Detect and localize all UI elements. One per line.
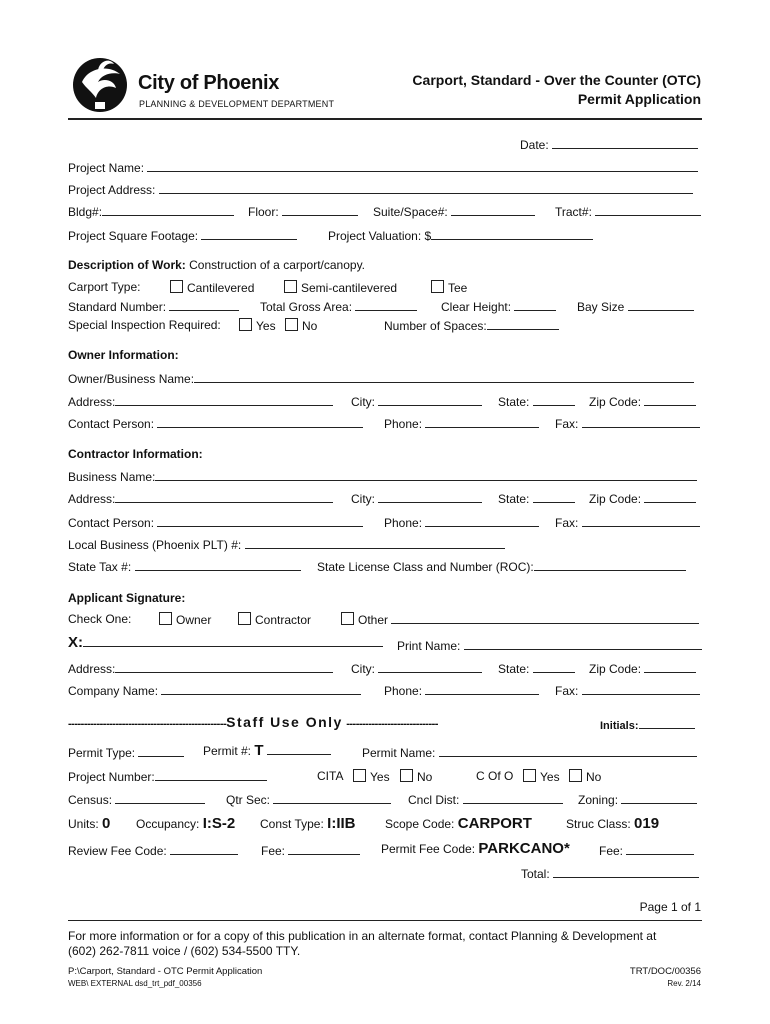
contractor-phone-field[interactable] [384, 515, 539, 530]
qtr-sec-label: Qtr Sec: [226, 793, 271, 807]
floor-field[interactable] [248, 204, 358, 219]
owner-state-label: State: [498, 395, 530, 409]
footer-doc-number: TRT/DOC/00356 [629, 966, 701, 977]
semi-cantilevered-label: Semi-cantilevered [301, 281, 398, 295]
signer-zip-field[interactable] [589, 661, 696, 676]
units-value: 0 [102, 815, 111, 832]
description-of-work [68, 258, 365, 272]
footer-path: P:\Carport, Standard - OTC Permit Application [68, 966, 263, 977]
tee-checkbox[interactable] [431, 280, 444, 293]
suite-field[interactable] [373, 204, 535, 219]
contractor-fax-field[interactable] [555, 515, 700, 530]
permit-name-field[interactable] [362, 745, 697, 760]
date-field[interactable] [520, 137, 698, 152]
contractor-name-field[interactable] [68, 469, 697, 484]
cncl-dist-field[interactable] [408, 792, 563, 807]
clear-height-label: Clear Height: [441, 300, 512, 314]
signer-phone-label: Phone: [384, 684, 423, 698]
owner-name-label: Owner/Business Name: [68, 372, 195, 386]
signer-state-field[interactable] [498, 661, 575, 676]
contractor-address-label: Address: [68, 492, 116, 506]
cita-no-label: No [417, 770, 433, 784]
signer-city-label: City: [351, 662, 375, 676]
signer-owner-option[interactable] [159, 612, 211, 627]
owner-name-field[interactable] [68, 371, 694, 386]
tract-field[interactable] [555, 204, 701, 219]
sq-footage-label: Project Square Footage: [68, 229, 199, 243]
owner-heading: Owner Information: [68, 348, 179, 362]
spaces-field[interactable] [384, 318, 559, 333]
state-tax-label: State Tax #: [68, 560, 132, 574]
cofo-yes-label: Yes [540, 770, 560, 784]
special-inspection-no[interactable] [285, 318, 317, 333]
contractor-contact-label: Contact Person: [68, 516, 155, 530]
cofo-label: C Of O [476, 769, 514, 783]
permit-fee-code-label: Permit Fee Code: [381, 842, 476, 856]
permit-number-field[interactable] [203, 742, 331, 759]
struc-class-label: Struc Class: [566, 817, 631, 831]
struc-class-value: 019 [634, 815, 660, 832]
review-fee-label: Review Fee Code: [68, 844, 167, 858]
license-field[interactable] [317, 559, 686, 574]
review-fee-field[interactable] [68, 843, 238, 858]
signer-fax-label: Fax: [555, 684, 579, 698]
project-name-label: Project Name: [68, 161, 145, 175]
cita-yes[interactable] [353, 769, 390, 784]
owner-address-label: Address: [68, 395, 116, 409]
permit-type-field[interactable] [68, 745, 184, 760]
permit-number-value: T [254, 742, 264, 759]
doc-title-line1: Carport, Standard - Over the Counter (OTC) [412, 72, 701, 88]
permit-fee-code-field [381, 840, 570, 857]
project-name-field[interactable] [68, 160, 698, 175]
signer-address-field[interactable] [68, 661, 333, 676]
contractor-city-field[interactable] [351, 491, 482, 506]
scope-code-value: CARPORT [457, 815, 532, 832]
signer-owner-checkbox[interactable] [159, 612, 172, 625]
bldg-field[interactable] [68, 204, 234, 219]
semi-cantilevered-checkbox[interactable] [284, 280, 297, 293]
owner-address-field[interactable] [68, 394, 333, 409]
special-inspection-yes[interactable] [239, 318, 276, 333]
cita-no-checkbox[interactable] [400, 769, 413, 782]
special-inspection-yes-label: Yes [256, 319, 276, 333]
contractor-fax-label: Fax: [555, 516, 579, 530]
date-label: Date: [520, 138, 549, 152]
sq-footage-field[interactable] [68, 228, 297, 243]
special-inspection-no-checkbox[interactable] [285, 318, 298, 331]
cantilevered-option[interactable] [170, 280, 254, 295]
footer-info-2: (602) 262-7811 voice / (602) 534-5500 TTY. [68, 944, 301, 958]
owner-fax-field[interactable] [555, 416, 700, 431]
tract-label: Tract#: [555, 205, 592, 219]
gross-area-label: Total Gross Area: [260, 300, 353, 314]
owner-contact-label: Contact Person: [68, 417, 155, 431]
dept-name: PLANNING & DEVELOPMENT DEPARTMENT [139, 99, 335, 109]
initials-field[interactable] [600, 717, 695, 732]
signature-heading: Applicant Signature: [68, 591, 186, 605]
occupancy-value: I:S-2 [202, 815, 236, 832]
owner-city-label: City: [351, 395, 375, 409]
units-label: Units: [68, 817, 99, 831]
fee2-label: Fee: [599, 844, 624, 858]
cncl-dist-label: Cncl Dist: [408, 793, 460, 807]
contractor-state-field[interactable] [498, 491, 575, 506]
bldg-label: Bldg#: [68, 205, 103, 219]
doc-title-line2: Permit Application [577, 91, 701, 107]
staff-use-divider [68, 714, 438, 730]
signer-city-field[interactable] [351, 661, 482, 676]
owner-fax-label: Fax: [555, 417, 579, 431]
staff-dashes-right: ----------------------------- [346, 718, 438, 730]
owner-zip-label: Zip Code: [589, 395, 642, 409]
special-inspection-label: Special Inspection Required: [68, 318, 221, 332]
standard-number-label: Standard Number: [68, 300, 167, 314]
signer-other-option[interactable] [341, 612, 699, 627]
const-type-value: I:IIB [327, 815, 356, 832]
footer-revision: Rev. 2/14 [667, 979, 701, 988]
project-number-label: Project Number: [68, 770, 155, 784]
contractor-zip-label: Zip Code: [589, 492, 642, 506]
check-one-label: Check One: [68, 612, 132, 626]
description-label: Description of Work: [68, 258, 186, 272]
signer-address-label: Address: [68, 662, 116, 676]
company-name-label: Company Name: [68, 684, 159, 698]
special-inspection-yes-checkbox[interactable] [239, 318, 252, 331]
footer-web: WEB\ EXTERNAL dsd_trt_pdf_00356 [68, 979, 202, 988]
permit-name-label: Permit Name: [362, 746, 436, 760]
tee-label: Tee [448, 281, 468, 295]
suite-label: Suite/Space#: [373, 205, 448, 219]
bay-size-label: Bay Size [577, 300, 625, 314]
contractor-phone-label: Phone: [384, 516, 423, 530]
owner-phone-label: Phone: [384, 417, 423, 431]
cita-no[interactable] [400, 769, 432, 784]
company-name-field[interactable] [68, 683, 361, 698]
city-logo [68, 52, 136, 116]
signer-state-label: State: [498, 662, 530, 676]
tee-option[interactable] [431, 280, 467, 295]
contractor-contact-field[interactable] [68, 515, 363, 530]
cofo-no-checkbox[interactable] [569, 769, 582, 782]
owner-state-field[interactable] [498, 394, 575, 409]
occupancy-label: Occupancy: [136, 817, 200, 831]
census-field[interactable] [68, 792, 205, 807]
signature-x-label: X: [68, 634, 83, 651]
semi-cantilevered-option[interactable] [284, 280, 397, 295]
print-name-field[interactable] [397, 638, 702, 653]
valuation-label: Project Valuation: $ [328, 229, 432, 243]
occupancy-field [136, 815, 235, 832]
signer-contractor-label: Contractor [255, 613, 312, 627]
floor-label: Floor: [248, 205, 279, 219]
signer-contractor-option[interactable] [238, 612, 311, 627]
initials-label: Initials: [600, 720, 639, 732]
state-tax-field[interactable] [68, 559, 301, 574]
valuation-field[interactable] [328, 228, 593, 243]
census-label: Census: [68, 793, 113, 807]
contractor-state-label: State: [498, 492, 530, 506]
cita-label: CITA [317, 769, 344, 783]
struc-class-field [566, 815, 659, 832]
signer-owner-label: Owner [176, 613, 212, 627]
cofo-yes[interactable] [523, 769, 560, 784]
spaces-label: Number of Spaces: [384, 319, 487, 333]
scope-code-label: Scope Code: [385, 817, 455, 831]
owner-city-field[interactable] [351, 394, 482, 409]
fee-label: Fee: [261, 844, 286, 858]
special-inspection-no-label: No [302, 319, 318, 333]
zoning-field[interactable] [578, 792, 697, 807]
staff-use-label: Staff Use Only [226, 714, 343, 730]
const-type-field [260, 815, 356, 832]
footer-info: For more information or for a copy of this publication in an alternate format, contact Planning & Development at [68, 929, 657, 943]
scope-code-field [385, 815, 532, 832]
org-name: City of Phoenix [138, 72, 280, 94]
gross-area-field[interactable] [260, 299, 417, 314]
owner-phone-field[interactable] [384, 416, 539, 431]
project-number-field[interactable] [68, 769, 267, 784]
qtr-sec-field[interactable] [226, 792, 391, 807]
contractor-name-label: Business Name: [68, 470, 156, 484]
carport-type-label: Carport Type: [68, 280, 141, 294]
description-value: Construction of a carport/canopy. [189, 258, 366, 272]
permit-fee-code-value: PARKCANO* [478, 840, 570, 857]
permit-number-label: Permit #: [203, 744, 252, 758]
local-business-field[interactable] [68, 537, 505, 552]
license-label: State License Class and Number (ROC): [317, 560, 534, 574]
fee2-field[interactable] [599, 843, 694, 858]
contractor-city-label: City: [351, 492, 375, 506]
owner-zip-field[interactable] [589, 394, 696, 409]
clear-height-field[interactable] [441, 299, 556, 314]
local-business-label: Local Business (Phoenix PLT) #: [68, 538, 242, 552]
const-type-label: Const Type: [260, 817, 324, 831]
permit-type-label: Permit Type: [68, 746, 136, 760]
units-field [68, 815, 110, 832]
signature-field[interactable] [68, 634, 383, 651]
signer-contractor-checkbox[interactable] [238, 612, 251, 625]
signer-other-checkbox[interactable] [341, 612, 354, 625]
footer-rule [68, 920, 702, 921]
cita-yes-label: Yes [370, 770, 390, 784]
fee-field[interactable] [261, 843, 360, 858]
signer-other-label: Other [358, 613, 389, 627]
cita-yes-checkbox[interactable] [353, 769, 366, 782]
standard-number-field[interactable] [68, 299, 239, 314]
contractor-heading: Contractor Information: [68, 447, 203, 461]
page-number: Page 1 of 1 [639, 900, 701, 914]
total-field[interactable] [521, 866, 699, 881]
project-address-label: Project Address: [68, 183, 156, 197]
project-address-field[interactable] [68, 182, 693, 197]
owner-contact-field[interactable] [68, 416, 363, 431]
bay-size-field[interactable] [577, 299, 694, 314]
header-rule [68, 118, 702, 120]
signer-fax-field[interactable] [555, 683, 700, 698]
staff-dashes-left: -------------------------------------------------- [68, 718, 227, 730]
cofo-yes-checkbox[interactable] [523, 769, 536, 782]
print-name-label: Print Name: [397, 639, 461, 653]
signer-zip-label: Zip Code: [589, 662, 642, 676]
signer-phone-field[interactable] [384, 683, 539, 698]
cofo-no[interactable] [569, 769, 601, 784]
cantilevered-label: Cantilevered [187, 281, 255, 295]
cantilevered-checkbox[interactable] [170, 280, 183, 293]
cofo-no-label: No [586, 770, 602, 784]
contractor-address-field[interactable] [68, 491, 333, 506]
contractor-zip-field[interactable] [589, 491, 696, 506]
total-label: Total: [521, 867, 550, 881]
zoning-label: Zoning: [578, 793, 619, 807]
